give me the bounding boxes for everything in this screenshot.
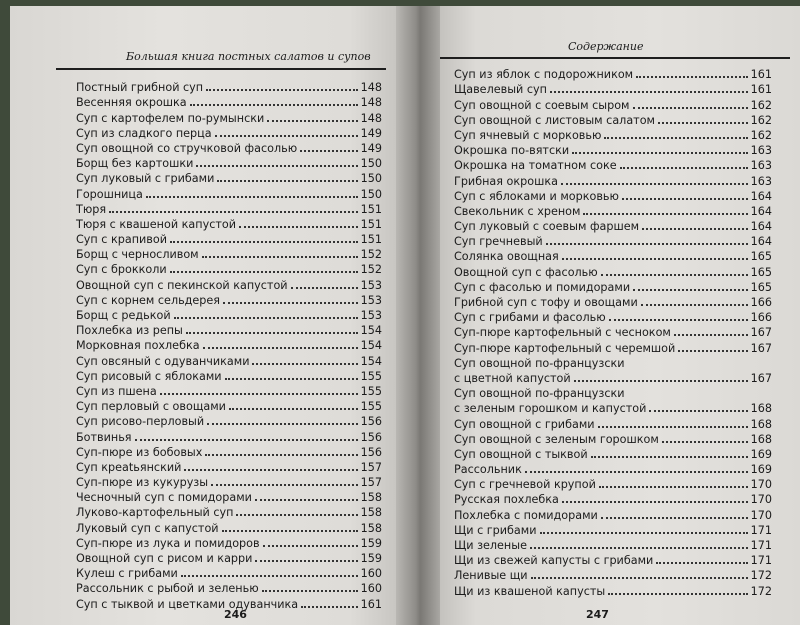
dot-leader: [174, 317, 358, 319]
dot-leader: [601, 517, 748, 519]
toc-entry: [76, 276, 382, 291]
dot-leader: [211, 484, 358, 486]
toc-entry: [76, 125, 382, 140]
toc-entry: [454, 81, 772, 96]
toc-entry-title: Суп с гречневой крупой: [454, 478, 596, 492]
header-rule-right: [440, 57, 790, 59]
toc-entry-title: Суп с тыквой и цветками одуванчика: [76, 597, 299, 611]
toc-entry-page: 167: [750, 326, 772, 340]
toc-list-left: [76, 79, 382, 611]
toc-entry: [454, 461, 772, 476]
dot-leader: [656, 562, 747, 564]
toc-entry-title: Суп овощной с зеленым горошком: [454, 432, 659, 446]
dot-leader: [267, 120, 357, 122]
dot-leader: [196, 165, 357, 167]
dot-leader: [186, 332, 358, 334]
toc-entry-page: 165: [750, 265, 772, 279]
toc-entry-title: Суп рисовый с яблоками: [76, 369, 222, 383]
toc-entry-page: 162: [750, 113, 772, 127]
toc-entry-title: Русская похлебка: [454, 493, 559, 507]
toc-entry-title: Суп с корнем сельдерея: [76, 293, 221, 307]
dot-leader: [530, 547, 748, 549]
dot-leader: [604, 137, 747, 139]
toc-entry-title: Окрошка на томатном соке: [454, 159, 617, 173]
toc-entry: [454, 446, 772, 461]
toc-entry-title: Суп-пюре из лука и помидоров: [76, 536, 260, 550]
toc-entry: [454, 142, 772, 157]
toc-entry: [454, 582, 772, 597]
toc-entry-title: Грибной суп с тофу и овощами: [454, 296, 638, 309]
toc-entry-page: 165: [750, 280, 772, 294]
toc-entry-title: Суп с грибами и фасолью: [454, 311, 606, 325]
toc-entry-title: Тюря с квашеной капустой: [76, 217, 236, 231]
dot-leader: [531, 577, 748, 579]
dot-leader: [561, 183, 748, 185]
toc-entry-title: Суп овощной по-французски: [454, 387, 625, 401]
toc-entry: [76, 246, 382, 261]
dot-leader: [222, 530, 358, 532]
toc-entry-page: 169: [750, 463, 772, 477]
toc-entry: [454, 400, 772, 415]
toc-entry: [454, 157, 772, 172]
toc-entry: [76, 261, 382, 276]
toc-entry-title: Борщ без картошки: [76, 157, 194, 171]
toc-entry-title: Суп овощной с грибами: [454, 417, 595, 431]
toc-entry-page: 172: [750, 584, 772, 598]
toc-entry: [454, 203, 772, 218]
dot-leader: [217, 180, 357, 182]
dot-leader: [601, 274, 748, 276]
toc-entry-title: Окрошка по-вятски: [454, 144, 570, 158]
toc-entry: [454, 491, 772, 506]
toc-entry-title: Суп из пшена: [76, 384, 157, 398]
header-rule-left: [56, 68, 386, 70]
toc-entry-page: 153: [360, 309, 382, 322]
toc-entry: [454, 263, 772, 278]
toc-entry-page: 155: [360, 384, 382, 398]
toc-entry-page: 156: [360, 445, 382, 459]
dot-leader: [215, 135, 358, 137]
toc-entry-page: 149: [360, 126, 382, 140]
toc-entry-page: 151: [360, 217, 382, 231]
dot-leader: [674, 334, 748, 336]
toc-entry-title: Суп-пюре картофельный с чесноком: [454, 326, 671, 340]
dot-leader: [203, 347, 358, 349]
toc-entry: [454, 112, 772, 127]
toc-entry-page: 153: [360, 293, 382, 307]
dot-leader: [574, 380, 748, 382]
dot-leader: [649, 410, 747, 412]
toc-entry-title: Суп овощной с листовым салатом: [454, 113, 655, 127]
toc-entry: [76, 565, 382, 580]
toc-entry-title: Чесночный суп с помидорами: [76, 491, 252, 505]
dot-leader: [546, 243, 748, 245]
toc-entry-title: Морковная похлебка: [76, 339, 200, 353]
toc-entry-title: Суп с фасолью и помидорами: [454, 280, 631, 294]
toc-entry: [76, 155, 382, 170]
dot-leader: [109, 211, 358, 213]
dot-leader: [633, 107, 748, 109]
toc-entry-page: 168: [750, 432, 772, 446]
toc-entry-page: 164: [750, 189, 772, 203]
toc-entry-page: 167: [750, 371, 772, 385]
toc-entry-page: 161: [750, 83, 772, 97]
toc-entry: [76, 535, 382, 550]
toc-entry: [454, 324, 772, 339]
toc-entry-page: 164: [750, 220, 772, 234]
toc-entry-title: Похлебка с помидорами: [454, 508, 598, 522]
toc-entry-title: Ленивые щи: [454, 569, 528, 583]
toc-entry-title: Суп рисово-перловый: [76, 415, 205, 429]
toc-entry-title: Суп-пюре из кукурузы: [76, 476, 209, 490]
toc-entry: [76, 231, 382, 246]
toc-entry-page: 150: [360, 172, 382, 186]
toc-entry: [76, 398, 382, 413]
toc-entry: [76, 337, 382, 352]
toc-entry-page: 168: [750, 417, 772, 431]
toc-entry: [76, 580, 382, 595]
toc-entry-page: 170: [750, 508, 772, 522]
toc-entry-title: Суп из сладкого перца: [76, 126, 212, 140]
toc-entry-page: 171: [750, 554, 772, 568]
left-page: [10, 6, 396, 625]
toc-entry: [76, 474, 382, 489]
toc-entry-title: с цветной капустой: [454, 371, 571, 385]
toc-entry-title: Щавелевый суп: [454, 83, 547, 97]
dot-leader: [642, 228, 748, 230]
toc-entry-title: Суп-пюре картофельный с черемшой: [454, 341, 676, 355]
toc-entry-page: 170: [750, 478, 772, 492]
dot-leader: [225, 378, 358, 380]
toc-entry-page: 154: [360, 354, 382, 368]
toc-entry-title: Суп овощной с соевым сыром: [454, 98, 630, 112]
toc-entry: [454, 248, 772, 263]
toc-entry: [454, 537, 772, 552]
toc-entry-page: 151: [360, 202, 382, 216]
dot-leader: [300, 150, 358, 152]
toc-entry: [76, 352, 382, 367]
toc-entry: [76, 201, 382, 216]
dot-leader: [202, 256, 358, 258]
toc-entry: [454, 127, 772, 142]
toc-entry-title: Суп с крапивой: [76, 233, 168, 247]
dot-leader: [262, 590, 358, 592]
dot-leader: [540, 532, 748, 534]
toc-entry-title: Рассольник с рыбой и зеленью: [76, 582, 259, 596]
toc-entry-page: 172: [750, 569, 772, 583]
toc-entry-page: 148: [360, 96, 382, 110]
toc-entry-title: Похлебка из репы: [76, 324, 183, 338]
toc-entry-page: 164: [750, 235, 772, 249]
toc-entry-page: 158: [360, 491, 382, 505]
toc-entry-page: 171: [750, 523, 772, 537]
right-page: [440, 6, 800, 625]
dot-leader: [170, 271, 358, 273]
toc-entry: [76, 170, 382, 185]
toc-entry: [454, 233, 772, 248]
dot-leader: [181, 575, 358, 577]
toc-entry-title: с зеленым горошком и капустой: [454, 402, 647, 416]
toc-entry-title: Овощной суп с фасолью: [454, 265, 598, 279]
toc-entry-title: Щи из квашеной капусты: [454, 584, 606, 598]
toc-entry: [76, 504, 382, 519]
dot-leader: [206, 89, 358, 91]
toc-entry-title: Суп креatьянский: [76, 460, 182, 474]
toc-entry-title: Суп луковый с соевым фаршем: [454, 220, 640, 234]
toc-entry-page: 169: [750, 447, 772, 461]
dot-leader: [633, 289, 748, 291]
toc-entry-page: 158: [360, 521, 382, 535]
toc-entry-page: 153: [360, 278, 382, 292]
toc-entry: [76, 79, 382, 94]
dot-leader: [207, 423, 358, 425]
toc-entry-page: 152: [360, 263, 382, 277]
toc-entry-title: Суп с брокколи: [76, 263, 167, 277]
page-number-right: 247: [586, 608, 609, 621]
toc-entry-title: Щи из свежей капусты с грибами: [454, 554, 654, 568]
dot-leader: [170, 241, 358, 243]
dot-leader: [641, 304, 748, 306]
toc-entry-page: 162: [750, 128, 772, 142]
toc-entry-page: 164: [750, 204, 772, 218]
toc-entry-title: Суп гречневый: [454, 235, 543, 249]
toc-entry-title: Луково-картофельный суп: [76, 506, 234, 520]
toc-entry: [76, 383, 382, 398]
toc-entry: [454, 188, 772, 203]
page-number-left: 246: [224, 608, 247, 621]
running-head-right: Содержание: [568, 40, 644, 53]
toc-entry-page: 168: [750, 402, 772, 416]
toc-entry-page: 148: [360, 111, 382, 125]
toc-entry: [454, 370, 772, 385]
toc-entry-title: Суп перловый с овощами: [76, 400, 226, 414]
dot-leader: [255, 560, 357, 562]
toc-entry-page: 166: [750, 311, 772, 325]
toc-entry-title: Овощной суп с пекинской капустой: [76, 278, 288, 292]
dot-leader: [229, 408, 358, 410]
toc-entry-title: Суп овсяный с одуванчиками: [76, 354, 250, 368]
toc-entry: [454, 567, 772, 582]
toc-entry: [76, 413, 382, 428]
toc-entry: [454, 279, 772, 294]
dot-leader: [146, 196, 358, 198]
toc-entry-title: Тюря: [76, 202, 107, 216]
dot-leader: [678, 350, 747, 352]
toc-entry-page: 159: [360, 552, 382, 565]
toc-entry-title: Борщ с черносливом: [76, 248, 199, 262]
toc-entry: [76, 216, 382, 231]
toc-entry: [454, 96, 772, 111]
toc-entry-title: Луковый суп с капустой: [76, 521, 219, 535]
toc-entry: [76, 519, 382, 534]
dot-leader: [620, 167, 748, 169]
toc-entry: [454, 309, 772, 324]
toc-entry-page: 156: [360, 430, 382, 444]
dot-leader: [205, 454, 357, 456]
toc-entry-page: 154: [360, 339, 382, 353]
toc-entry-page: 163: [750, 144, 772, 158]
dot-leader: [239, 226, 358, 228]
toc-entry-page: 155: [360, 369, 382, 383]
toc-entry-page: 156: [360, 415, 382, 429]
toc-entry-title: Суп ячневый с морковью: [454, 128, 602, 142]
dot-leader: [572, 152, 748, 154]
dot-leader: [598, 426, 748, 428]
toc-entry-title: Постный грибной суп: [76, 81, 204, 95]
toc-entry: [76, 428, 382, 443]
toc-entry-title: Суп с картофелем по-румынски: [76, 111, 265, 125]
dot-leader: [608, 593, 747, 595]
toc-entry: [76, 94, 382, 109]
toc-entry-page: 167: [750, 341, 772, 355]
toc-entry-page: 166: [750, 296, 772, 309]
toc-entry-title: Щи с грибами: [454, 523, 537, 537]
toc-entry-title: Щи зеленые: [454, 539, 527, 552]
toc-entry-title: Овощной суп с рисом и карри: [76, 552, 253, 565]
toc-entry-page: 170: [750, 493, 772, 507]
toc-entry-title: Кулеш с грибами: [76, 567, 178, 581]
toc-entry-page: 163: [750, 159, 772, 173]
toc-entry: [454, 339, 772, 354]
toc-entry-title: Солянка овощная: [454, 250, 559, 264]
toc-entry: [454, 66, 772, 81]
toc-entry-page: 150: [360, 187, 382, 201]
toc-entry-page: 165: [750, 250, 772, 264]
toc-entry: [454, 294, 772, 309]
dot-leader: [291, 287, 358, 289]
dot-leader: [562, 501, 748, 503]
toc-entry: [76, 489, 382, 504]
toc-entry-page: 159: [360, 536, 382, 550]
toc-entry-page: 161: [750, 68, 772, 82]
dot-leader: [255, 499, 358, 501]
toc-entry-title: Весенняя окрошка: [76, 96, 187, 110]
toc-entry: [76, 140, 382, 155]
toc-entry-title: Суп-пюре из бобовых: [76, 445, 203, 459]
toc-entry-title: Суп с яблоками и морковью: [454, 189, 619, 203]
toc-entry-page: 163: [750, 174, 772, 188]
toc-entry-title: Ботвинья: [76, 430, 132, 444]
toc-entry: [76, 550, 382, 565]
toc-entry: [454, 476, 772, 491]
dot-leader: [190, 104, 358, 106]
toc-entry-page: 157: [360, 476, 382, 490]
dot-leader: [662, 441, 748, 443]
dot-leader: [184, 469, 357, 471]
toc-entry-page: 162: [750, 98, 772, 112]
toc-entry-title: Суп луковый с грибами: [76, 172, 215, 186]
toc-entry-title: Борщ с редькой: [76, 309, 171, 322]
toc-entry-page: 160: [360, 582, 382, 596]
toc-entry: [76, 368, 382, 383]
dot-leader: [658, 122, 748, 124]
toc-entry-title: Рассольник: [454, 463, 522, 477]
dot-leader: [562, 258, 748, 260]
dot-leader: [252, 363, 357, 365]
dot-leader: [609, 319, 748, 321]
toc-entry: [76, 292, 382, 307]
toc-entry: [454, 431, 772, 446]
toc-entry-page: 157: [360, 460, 382, 474]
toc-entry: [76, 444, 382, 459]
toc-entry-page: 148: [360, 81, 382, 95]
toc-entry-page: 154: [360, 324, 382, 338]
toc-entry-page: 171: [750, 539, 772, 552]
dot-leader: [599, 486, 748, 488]
toc-entry: [76, 322, 382, 337]
dot-leader: [583, 213, 747, 215]
toc-entry: [454, 218, 772, 233]
toc-entry-title: Суп из яблок с подорожником: [454, 68, 634, 82]
toc-entry-page: 150: [360, 157, 382, 171]
dot-leader: [622, 198, 748, 200]
toc-entry-page: 161: [360, 597, 382, 611]
toc-entry: [454, 522, 772, 537]
toc-entry: [76, 307, 382, 322]
toc-entry-page: 160: [360, 567, 382, 581]
dot-leader: [223, 302, 358, 304]
toc-entry-page: 152: [360, 248, 382, 262]
toc-entry-title: Суп овощной по-французски: [454, 356, 625, 370]
dot-leader: [263, 545, 358, 547]
dot-leader: [135, 439, 358, 441]
toc-entry: [454, 172, 772, 187]
toc-entry: [454, 552, 772, 567]
dot-leader: [636, 76, 748, 78]
dot-leader: [301, 606, 357, 608]
toc-entry-page: 155: [360, 400, 382, 414]
toc-entry-title: Суп овощной со стручковой фасолью: [76, 141, 298, 155]
toc-entry-page: 158: [360, 506, 382, 520]
toc-entry: [454, 506, 772, 521]
toc-entry: [454, 415, 772, 430]
dot-leader: [525, 471, 748, 473]
toc-entry: [454, 385, 772, 400]
toc-entry-title: Свекольник с хреном: [454, 204, 581, 218]
toc-entry-title: Горошница: [76, 187, 143, 201]
toc-entry-title: Грибная окрошка: [454, 174, 558, 188]
toc-entry: [76, 109, 382, 124]
toc-list-right: [454, 66, 772, 598]
toc-entry-page: 149: [360, 141, 382, 155]
dot-leader: [236, 514, 357, 516]
book-gutter: [396, 6, 440, 625]
toc-entry: [76, 459, 382, 474]
dot-leader: [550, 91, 748, 93]
toc-entry: [76, 185, 382, 200]
toc-entry-title: Суп овощной с тыквой: [454, 447, 588, 461]
open-book: [10, 6, 800, 625]
running-head-left: Большая книга постных салатов и супов: [126, 50, 371, 63]
dot-leader: [591, 456, 748, 458]
dot-leader: [160, 393, 358, 395]
toc-entry: [454, 355, 772, 370]
toc-entry-page: 151: [360, 233, 382, 247]
